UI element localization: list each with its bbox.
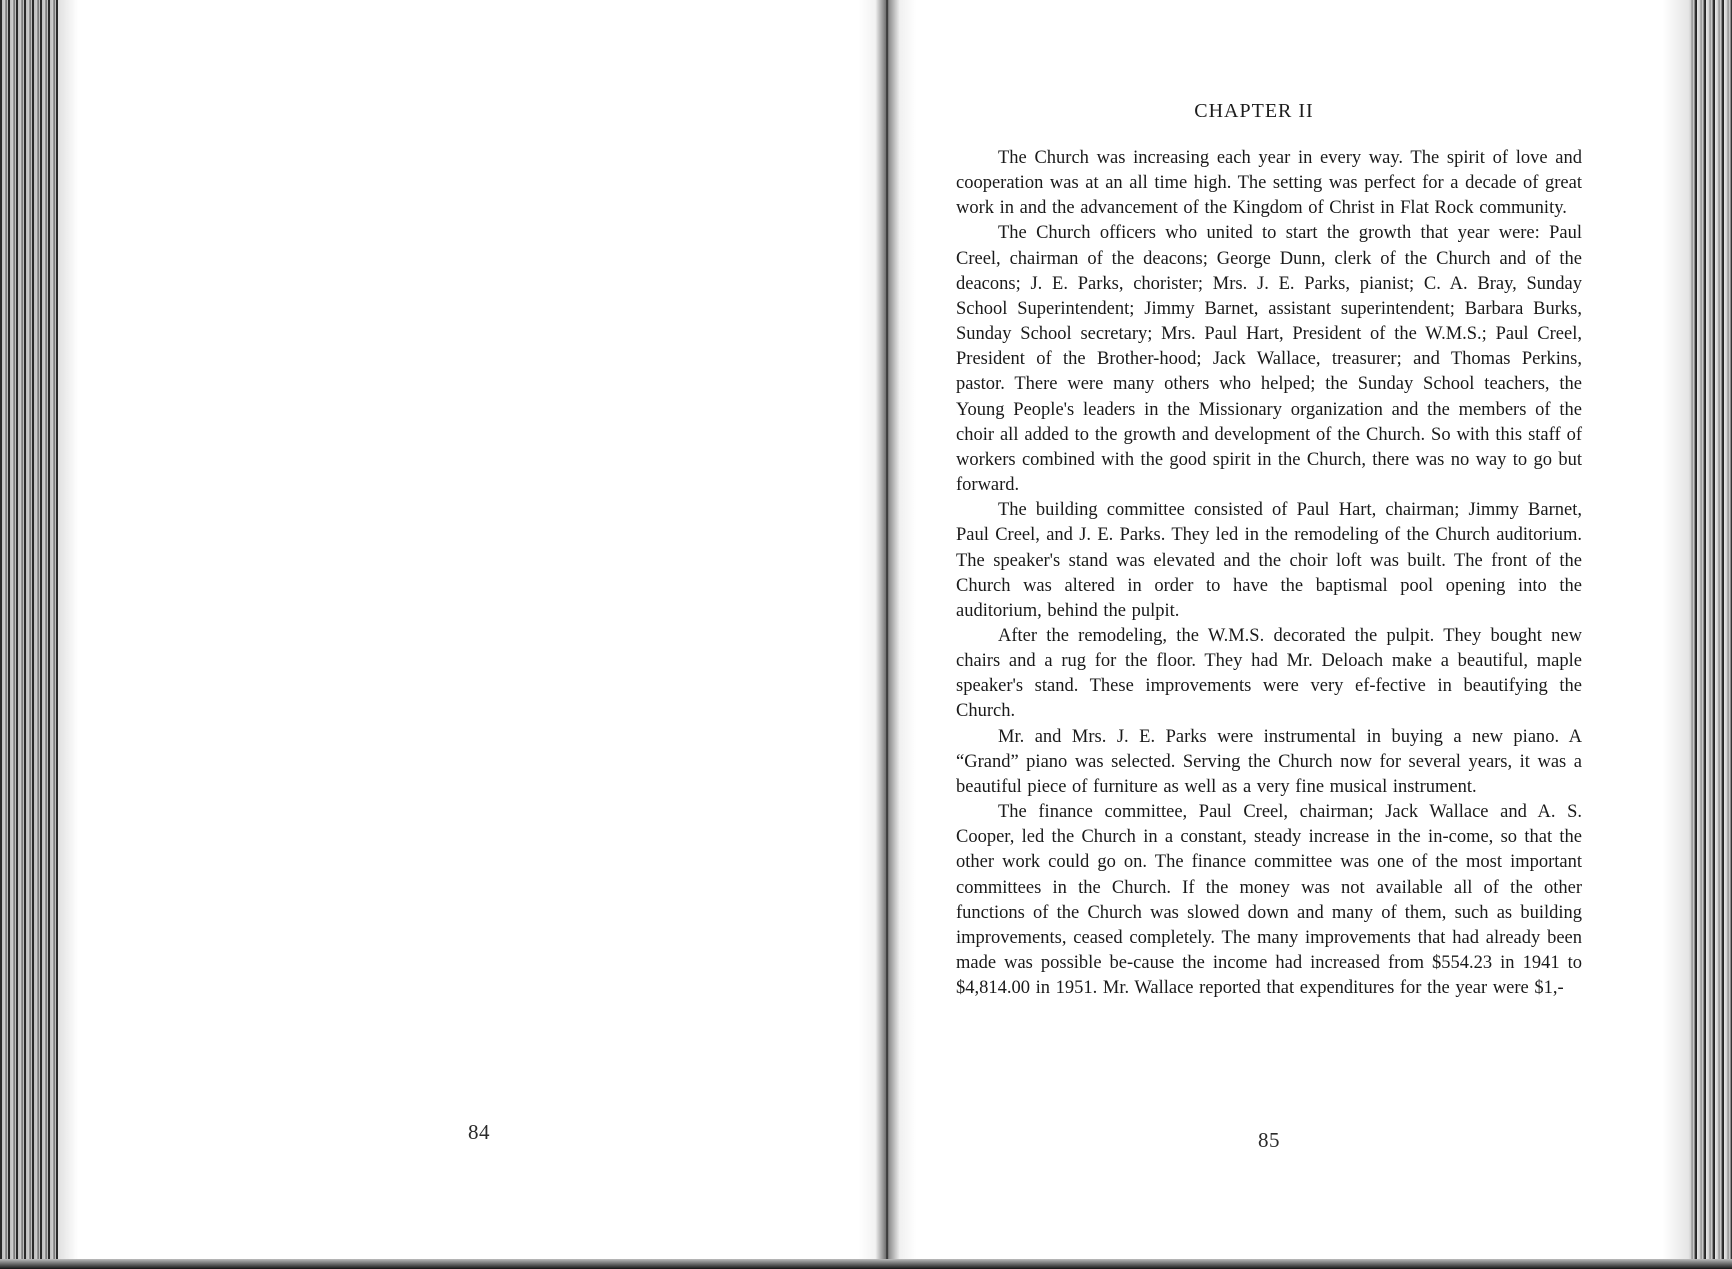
left-page-edges [0, 0, 58, 1269]
paragraph-5: Mr. and Mrs. J. E. Parks were instrumental in buying a new piano. A “Grand” piano was selected. Serving the Church now for several years, it was a beautiful piece of furniture as well as a very fine musical instrument. [956, 726, 1582, 797]
paragraph-2: The Church officers who united to start the growth that year were: Paul Creel, chairman of the deacons; George Dunn, clerk of the Church and of the deacons; J. E. Parks, chorister; Mrs. J. E. Parks, pianist; C. A. Bray, Sunday School Superintendent; Jimmy Barnet, assistant superintendent; Barbara Burks, Sunday School secretary; Mrs. Paul Hart, President of the W.M.S.; Paul Creel, President of the Brother-hood; Jack Wallace, treasurer; and Thomas Perkins, pastor. There were many others who helped; the Sunday School teachers, the Young People's leaders in the Missionary organization and the members of the choir all added to the growth and development of the Church. So with this staff of workers combined with the good spirit in the Church, there was no way to go but forward. [956, 223, 1582, 496]
book-gutter [858, 0, 916, 1269]
paragraph-3: The building committee consisted of Paul Hart, chairman; Jimmy Barnet, Paul Creel, and J. E. Parks. They led in the remodeling of the Church auditorium. The speaker's stand was elevated and the choir loft was built. The front of the Church was altered in order to have the baptismal pool opening into the auditorium, behind the pulpit. [956, 500, 1582, 621]
paragraph-1: The Church was increasing each year in every way. The spirit of love and cooperation was at an all time high. The setting was perfect for a decade of great work in and the advancement of the Kingdom of Christ in Flat Rock community. [956, 148, 1582, 219]
chapter-body [956, 146, 1582, 1001]
page-number-left: 84 [468, 1120, 490, 1144]
page-number-right: 85 [1258, 1128, 1280, 1152]
chapter-title: CHAPTER II [1194, 100, 1314, 122]
paragraph-6: The finance committee, Paul Creel, chairman; Jack Wallace and A. S. Cooper, led the Church in a constant, steady increase in the in-come, so that the other work could go on. The finance committee was one of the most important committees in the Church. If the money was not available all of the other functions of the Church was slowed down and many of them, such as building improvements, ceased completely. The many improvements that had already been made was possible be-cause the income had increased from $554.23 in 1941 to $4,814.00 in 1951. Mr. Wallace reported that expenditures for the year were $1,- [956, 802, 1582, 999]
right-page-edges [1688, 0, 1732, 1269]
bottom-shadow [0, 1259, 1732, 1269]
paragraph-4: After the remodeling, the W.M.S. decorated the pulpit. They bought new chairs and a rug for the floor. They had Mr. Deloach make a beautiful, maple speaker's stand. These improvements were very ef-fective in beautifying the Church. [956, 625, 1582, 722]
